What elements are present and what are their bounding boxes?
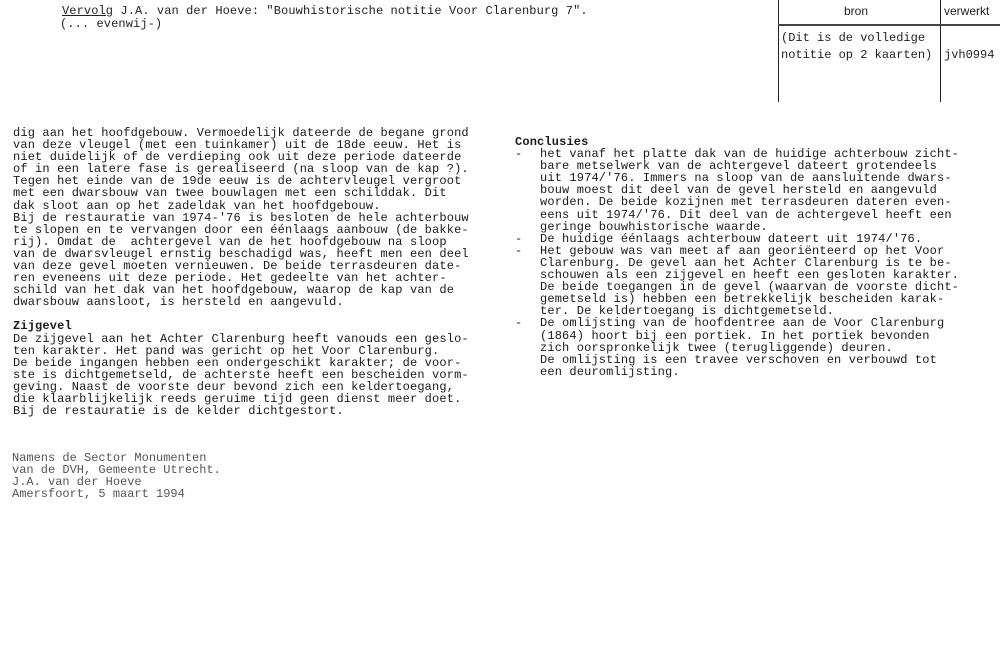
conclusion-item (515, 245, 995, 318)
text-line: ten karakter. Het pand was gericht op het Voor Clarenburg. (13, 343, 440, 358)
conclusion-item (515, 148, 995, 233)
table-divider (940, 0, 941, 102)
text-line: Bij de restauratie is de kelder dichtgestort. (13, 404, 344, 419)
text-line: gemetseld is) hebben een betrekkelijk bescheiden karak- (540, 292, 945, 307)
text-line: De huidige éénlaags achterbouw dateert uit 1974/'76. (540, 231, 923, 246)
text-line: een deuromlijsting. (540, 364, 680, 379)
text-line: Het gebouw was van meet af aan georiënteerd op het Voor (540, 243, 945, 258)
text-line: eens uit 1974/'76. Dit deel van de achtergevel heeft een (540, 207, 952, 222)
text-line: van de dwarsvleugel ernstig beschadigd was, heeft men een deel (13, 246, 469, 261)
source-table (778, 0, 1000, 102)
text-line: met een dwarsbouw van twee bouwlagen met een schilddak. Dit (13, 186, 447, 201)
text-line: schild van het dak van het hoofdgebouw, waarop de kap van de (13, 283, 455, 298)
col-verwerkt: verwerkt (944, 4, 990, 18)
text-line: Tegen het einde van de 19de eeuw is de achtervleugel vergroot (13, 174, 462, 189)
bron-line: (Dit is de volledige (781, 31, 926, 45)
text-line: bouw moest dit deel van de gevel hersteld en aangevuld (540, 183, 937, 198)
bullet-dash: - (515, 243, 523, 258)
table-header-line (778, 24, 1000, 26)
table-divider (778, 0, 779, 102)
text-line: rij). Omdat de achtergevel van de het hoofdgebouw na sloop (13, 234, 447, 249)
bullet-dash: - (515, 316, 523, 331)
text-line: De zijgevel aan het Achter Clarenburg heeft vanouds een geslo- (13, 331, 469, 346)
document-header (62, 5, 588, 31)
text-line: worden. De beide kozijnen met terrasdeuren dateren even- (540, 195, 952, 210)
bullet-dash: - (515, 147, 523, 162)
text-line: ren eveneens uit deze periode. Het gedeelte van het achter- (13, 271, 447, 286)
text-line: te slopen en te vervangen door een éénlaags aanbouw (de bakke- (13, 222, 469, 237)
text-line: De beide ingangen hebben een ondergeschikt karakter; de voor- (13, 355, 462, 370)
verwerkt-cell: jvh0994 (944, 48, 995, 62)
text-line: van deze gevel moeten vernieuwen. De beide terrasdeuren date- (13, 259, 462, 274)
bron-line: notitie op 2 kaarten) (781, 48, 933, 62)
text-line: of in een latere fase is gerealiseerd (na sloop van de kap ?). (13, 162, 469, 177)
text-line: (1864) hoort bij een portiek. In het portiek bevonden (540, 328, 930, 343)
signature-line: Namens de Sector Monumenten (12, 451, 207, 465)
text-line: De omlijsting is een travee verschoven en verbouwd tot (540, 352, 937, 367)
text-line: ter. De keldertoegang is dichtgemetseld. (540, 304, 835, 319)
section-heading-conclusies: Conclusies (515, 135, 589, 149)
conclusions-column (515, 136, 995, 378)
section-heading-zijgevel: Zijgevel (13, 319, 72, 334)
text-line: dwarsbouw aansloot, is hersteld en aangevuld. (13, 295, 344, 310)
text-line: Clarenburg. De gevel aan het Achter Clarenburg is te be- (540, 255, 952, 270)
col-bron: bron (844, 4, 869, 18)
text-line: het vanaf het platte dak van de huidige achterbouw zicht- (540, 147, 960, 162)
text-line: geringe bouwhistorische waarde. (540, 219, 768, 234)
header-title-text: J.A. van der Hoeve: "Bouwhistorische notitie Voor Clarenburg 7". (113, 4, 588, 18)
text-line: die klaarblijkelijk reeds geruime tijd geen dienst meer doet. (13, 391, 462, 406)
bullet-dash: - (515, 231, 523, 246)
signature-line: van de DVH, Gemeente Utrecht. (12, 463, 221, 477)
vervolg-label: Vervolg (62, 4, 114, 18)
text-line: bare metselwerk van de achtergevel dateert grotendeels (540, 159, 937, 174)
text-line: schouwen als een zijgevel en heeft een gesloten karakter. (540, 268, 960, 283)
bron-cell (781, 30, 932, 64)
signature-line: J.A. van der Hoeve (12, 475, 142, 489)
signature-block (12, 452, 221, 500)
text-line: geving. Naast de voorste deur bevond zich een keldertoegang, (13, 379, 455, 394)
text-line: Bij de restauratie van 1974-'76 is besloten de hele achterbouw (13, 210, 469, 225)
text-line: uit 1974/'76. Immers na sloop van de aansluitende dwars- (540, 171, 952, 186)
text-line: De beide toegangen in de gevel (waarvan de voorste dicht- (540, 280, 960, 295)
header-continuation: (... evenwij-) (60, 17, 163, 31)
conclusion-item (515, 317, 995, 377)
text-line: dak sloot aan op het zadeldak van het hoofdgebouw. (13, 198, 381, 213)
text-line: De omlijsting van de hoofdentree aan de Voor Clarenburg (540, 316, 945, 331)
text-line: zich oorspronkelijk twee (terugliggende) deuren. (540, 340, 893, 355)
text-line: niet duidelijk of de verdieping ook uit deze periode dateerde (13, 150, 462, 165)
text-line: van deze vleugel (met een tuinkamer) uit de 18de eeuw. Het is (13, 138, 462, 153)
text-line: dig aan het hoofdgebouw. Vermoedelijk dateerde de begane grond (13, 126, 469, 140)
text-line: ste is dichtgemetseld, de achterste heeft een bescheiden vorm- (13, 367, 469, 382)
signature-line: Amersfoort, 5 maart 1994 (12, 487, 185, 501)
left-column (13, 127, 469, 417)
spacer (13, 308, 469, 320)
